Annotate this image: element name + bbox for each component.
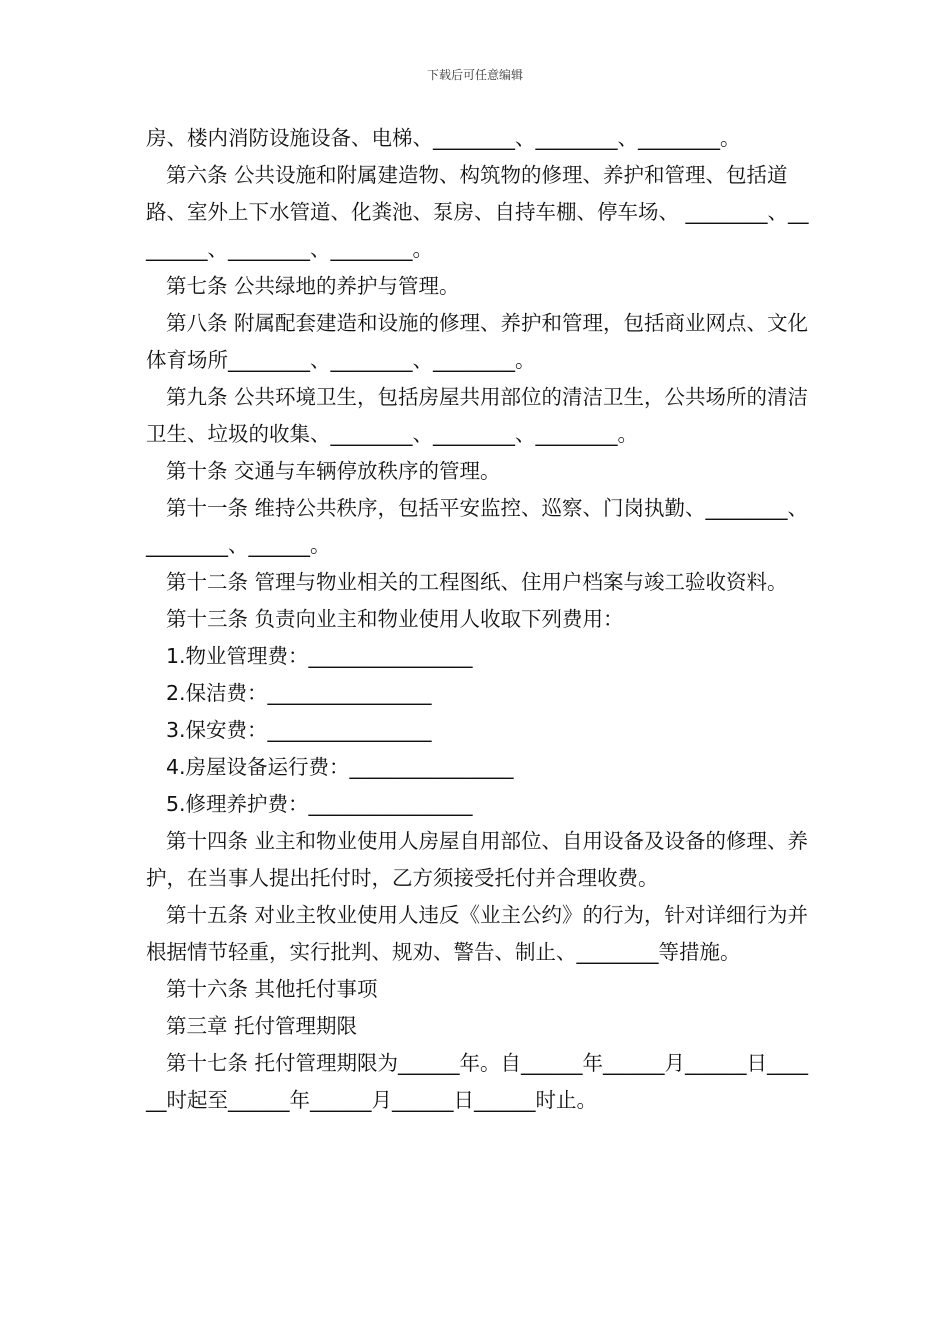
chapter-3-heading: 第三章 托付管理期限 bbox=[166, 1014, 358, 1038]
article-9: 第九条 公共环境卫生，包括房屋共用部位的清洁卫生，公共场所的清洁卫生、垃圾的收集、________、________、________。 bbox=[146, 385, 809, 446]
fee-item-5: 5.修理养护费：________________ bbox=[166, 792, 473, 816]
article-10: 第十条 交通与车辆停放秩序的管理。 bbox=[166, 459, 501, 483]
article-17: 第十七条 托付管理期限为______年。自______年______月______日______时起至______年______月______日______时止。 bbox=[146, 1051, 809, 1112]
article-15: 第十五条 对业主牧业使用人违反《业主公约》的行为，针对详细行为并根据情节轻重，实行批判、规劝、警告、制止、________等措施。 bbox=[146, 903, 809, 964]
article-7: 第七条 公共绿地的养护与管理。 bbox=[166, 274, 460, 298]
article-11: 第十一条 维持公共秩序，包括平安监控、巡察、门岗执勤、________、________、______。 bbox=[146, 496, 809, 557]
article-13: 第十三条 负责向业主和物业使用人收取下列费用： bbox=[166, 607, 624, 631]
fee-item-3: 3.保安费：________________ bbox=[166, 718, 432, 742]
article-16: 第十六条 其他托付事项 bbox=[166, 977, 378, 1001]
fee-item-4: 4.房屋设备运行费：________________ bbox=[166, 755, 514, 779]
page-header-note: 下载后可任意编辑 bbox=[426, 68, 523, 82]
fee-item-1: 1.物业管理费：________________ bbox=[166, 644, 473, 668]
document-body bbox=[146, 120, 816, 1119]
article-8: 第八条 附属配套建造和设施的修理、养护和管理，包括商业网点、文化体育场所________、________、________。 bbox=[146, 311, 809, 372]
paragraph-continuation: 房、楼内消防设施设备、电梯、________、________、________。 bbox=[146, 126, 741, 150]
article-12: 第十二条 管理与物业相关的工程图纸、住用户档案与竣工验收资料。 bbox=[166, 570, 788, 594]
fee-item-2: 2.保洁费：________________ bbox=[166, 681, 432, 705]
article-6: 第六条 公共设施和附属建造物、构筑物的修理、养护和管理、包括道路、室外上下水管道、化粪池、泵房、自持车棚、停车场、 ________、________、________、________。 bbox=[146, 163, 809, 261]
article-14: 第十四条 业主和物业使用人房屋自用部位、自用设备及设备的修理、养护，在当事人提出托付时，乙方须接受托付并合理收费。 bbox=[146, 829, 809, 890]
